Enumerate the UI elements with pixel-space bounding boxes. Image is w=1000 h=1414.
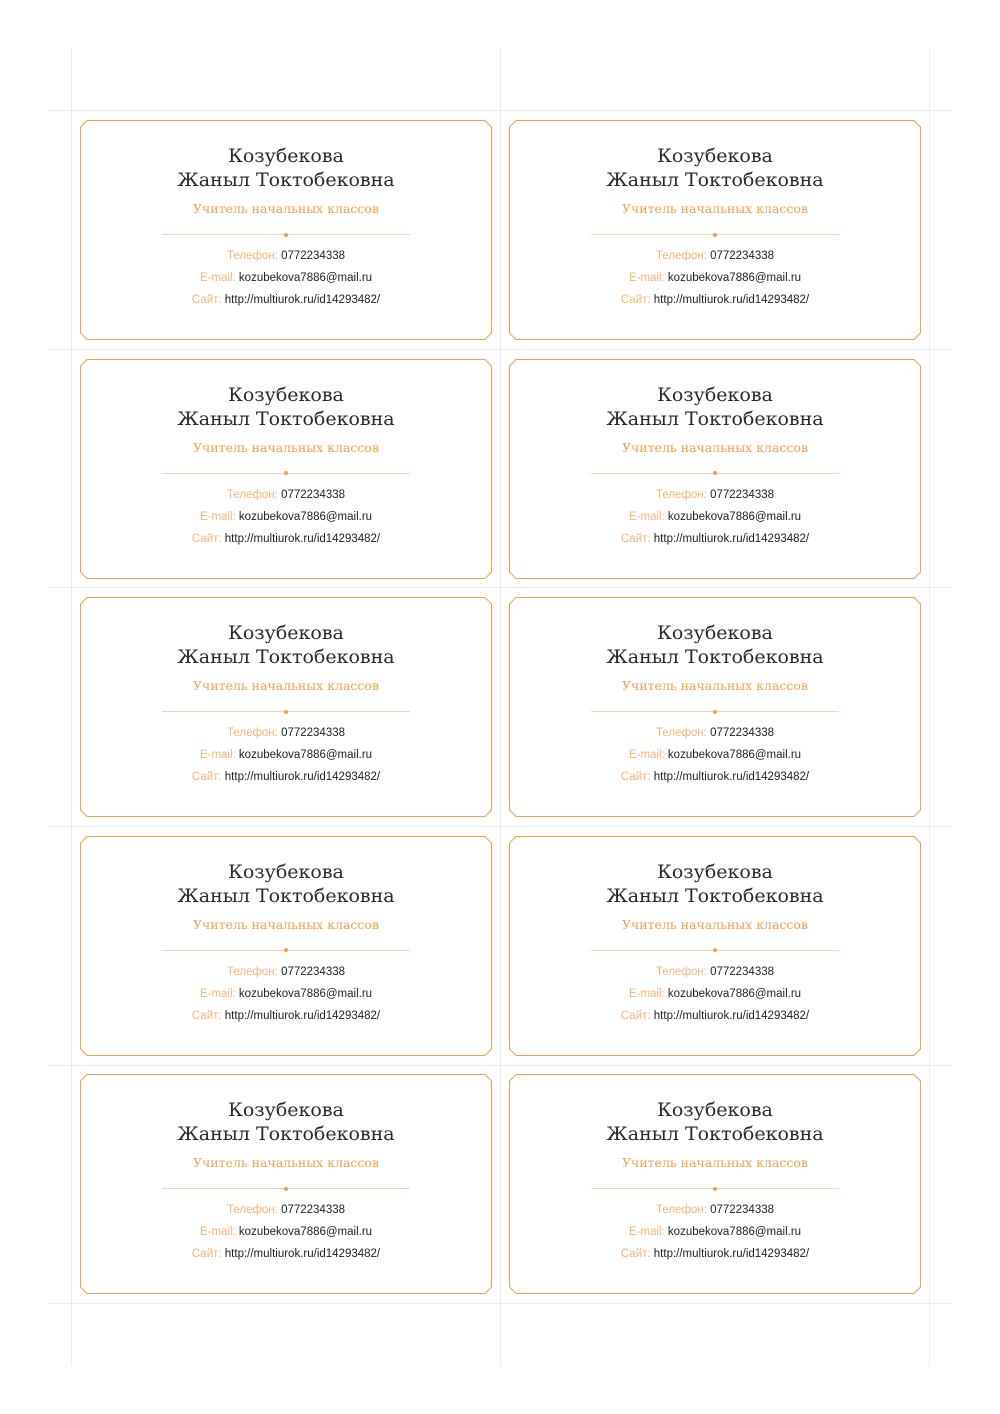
site-value: http://multiurok.ru/id14293482/ [224,1009,381,1022]
crop-guide-vertical [500,48,501,1366]
card-position: Учитель начальных классов [193,1155,379,1170]
card-phone-row [80,1203,492,1217]
phone-label: Телефон: [226,1204,278,1216]
card-phone-row [509,1203,921,1217]
card-site-row [80,1009,492,1023]
crop-guide-horizontal [48,826,952,827]
card-name-surname: Козубекова [657,145,773,167]
phone-value: 0772234338 [281,1204,346,1216]
phone-label: Телефон: [655,1204,707,1216]
card-name-surname: Козубекова [657,383,773,406]
email-label: E-mail: [628,1226,665,1238]
crop-guide-horizontal [48,110,952,111]
site-label: Сайт: [191,294,222,306]
business-card [80,359,492,579]
email-value: kozubekova7886@mail.ru [238,510,373,523]
divider-dot-icon [284,948,288,952]
card-phone-row [80,488,492,502]
card-name-given: Жаныл Токтобековна [606,646,824,668]
phone-label: Телефон: [226,250,278,262]
card-email-row [509,1225,921,1239]
card-position: Учитель начальных классов [193,916,379,932]
business-card [509,120,921,340]
card-email-row [80,271,492,285]
phone-value: 0772234338 [710,727,775,739]
card-site-row [509,532,921,546]
card-name-given: Жаныл Токтобековна [177,884,395,907]
card-phone-row [80,965,492,979]
card-email-row [509,987,921,1001]
card-email-row [80,510,492,524]
email-label: E-mail: [628,749,665,761]
card-phone-row [80,726,492,740]
card-phone-row [80,249,492,263]
card-site-row [509,770,921,784]
site-label: Сайт: [191,771,222,783]
card-name-given: Жаныл Токтобековна [177,646,395,668]
card-name-surname: Козубекова [228,1099,344,1121]
phone-label: Телефон: [655,727,707,739]
crop-guide-horizontal [48,349,952,350]
email-value: kozubekova7886@mail.ru [238,1226,373,1238]
card-email-row [80,1225,492,1239]
card-position: Учитель начальных классов [622,678,808,693]
email-value: kozubekova7886@mail.ru [667,749,802,761]
site-label: Сайт: [620,1248,651,1260]
phone-value: 0772234338 [281,965,346,978]
phone-value: 0772234338 [710,1204,775,1216]
card-site-row [80,770,492,784]
email-label: E-mail: [628,510,665,523]
business-card [509,597,921,817]
card-name-given: Жаныл Токтобековна [177,407,395,430]
card-phone-row [509,249,921,263]
card-phone-row [509,726,921,740]
site-value: http://multiurok.ru/id14293482/ [653,532,810,545]
email-value: kozubekova7886@mail.ru [667,272,802,284]
card-name-surname: Козубекова [228,383,344,406]
site-value: http://multiurok.ru/id14293482/ [224,294,381,306]
card-site-row [80,532,492,546]
card-name-surname: Козубекова [657,860,773,883]
site-label: Сайт: [191,532,222,545]
crop-guide-horizontal [48,1303,952,1304]
card-site-row [509,1247,921,1261]
crop-guide-vertical [929,48,930,1366]
phone-label: Телефон: [226,727,278,739]
card-site-row [509,1009,921,1023]
business-card [80,120,492,340]
divider-dot-icon [713,710,717,714]
email-value: kozubekova7886@mail.ru [667,510,802,523]
card-email-row [509,510,921,524]
site-label: Сайт: [191,1248,222,1260]
site-label: Сайт: [620,294,651,306]
email-label: E-mail: [199,1226,236,1238]
site-value: http://multiurok.ru/id14293482/ [653,294,810,306]
phone-label: Телефон: [655,250,707,262]
business-card [80,597,492,817]
phone-label: Телефон: [226,965,278,978]
divider-dot-icon [713,471,717,475]
card-phone-row [509,488,921,502]
card-position: Учитель начальных классов [193,201,379,216]
divider-dot-icon [284,233,288,237]
phone-label: Телефон: [655,965,707,978]
divider-dot-icon [713,1187,717,1191]
business-card [509,359,921,579]
site-value: http://multiurok.ru/id14293482/ [653,1009,810,1022]
card-email-row [509,748,921,762]
card-position: Учитель начальных классов [193,678,379,693]
site-value: http://multiurok.ru/id14293482/ [224,1248,381,1260]
email-label: E-mail: [199,749,236,761]
phone-label: Телефон: [655,488,707,501]
card-name-surname: Козубекова [657,622,773,644]
phone-value: 0772234338 [281,488,346,501]
card-position: Учитель начальных классов [622,1155,808,1170]
crop-guide-horizontal [48,1065,952,1066]
card-name-given: Жаныл Токтобековна [177,1123,395,1145]
card-name-surname: Козубекова [228,145,344,167]
business-card [509,1074,921,1294]
card-name-given: Жаныл Токтобековна [606,884,824,907]
card-site-row [80,1247,492,1261]
email-label: E-mail: [199,510,236,523]
card-name-given: Жаныл Токтобековна [606,407,824,430]
business-card [80,1074,492,1294]
phone-value: 0772234338 [281,250,346,262]
card-email-row [509,271,921,285]
card-position: Учитель начальных классов [622,439,808,455]
divider-dot-icon [284,471,288,475]
divider-dot-icon [713,233,717,237]
site-label: Сайт: [191,1009,222,1022]
phone-value: 0772234338 [710,965,775,978]
email-label: E-mail: [199,272,236,284]
site-label: Сайт: [620,1009,651,1022]
site-value: http://multiurok.ru/id14293482/ [224,532,381,545]
card-name-surname: Козубекова [657,1099,773,1121]
site-label: Сайт: [620,532,651,545]
email-value: kozubekova7886@mail.ru [238,272,373,284]
divider-dot-icon [284,710,288,714]
email-value: kozubekova7886@mail.ru [238,749,373,761]
phone-value: 0772234338 [710,488,775,501]
phone-value: 0772234338 [281,727,346,739]
crop-guide-vertical [71,48,72,1366]
card-phone-row [509,965,921,979]
site-value: http://multiurok.ru/id14293482/ [653,1248,810,1260]
site-value: http://multiurok.ru/id14293482/ [653,771,810,783]
phone-label: Телефон: [226,488,278,501]
card-name-given: Жаныл Токтобековна [606,1123,824,1145]
card-position: Учитель начальных классов [622,916,808,932]
card-site-row [80,293,492,307]
email-label: E-mail: [199,987,236,1000]
email-label: E-mail: [628,272,665,284]
email-label: E-mail: [628,987,665,1000]
email-value: kozubekova7886@mail.ru [667,987,802,1000]
card-name-given: Жаныл Токтобековна [606,169,824,191]
card-site-row [509,293,921,307]
email-value: kozubekova7886@mail.ru [238,987,373,1000]
card-email-row [80,987,492,1001]
card-name-surname: Козубекова [228,622,344,644]
card-name-surname: Козубекова [228,860,344,883]
card-name-given: Жаныл Токтобековна [177,169,395,191]
email-value: kozubekova7886@mail.ru [667,1226,802,1238]
crop-guide-horizontal [48,587,952,588]
card-email-row [80,748,492,762]
phone-value: 0772234338 [710,250,775,262]
card-position: Учитель начальных классов [193,439,379,455]
site-value: http://multiurok.ru/id14293482/ [224,771,381,783]
business-card [80,836,492,1056]
site-label: Сайт: [620,771,651,783]
card-position: Учитель начальных классов [622,201,808,216]
divider-dot-icon [284,1187,288,1191]
business-card [509,836,921,1056]
divider-dot-icon [713,948,717,952]
